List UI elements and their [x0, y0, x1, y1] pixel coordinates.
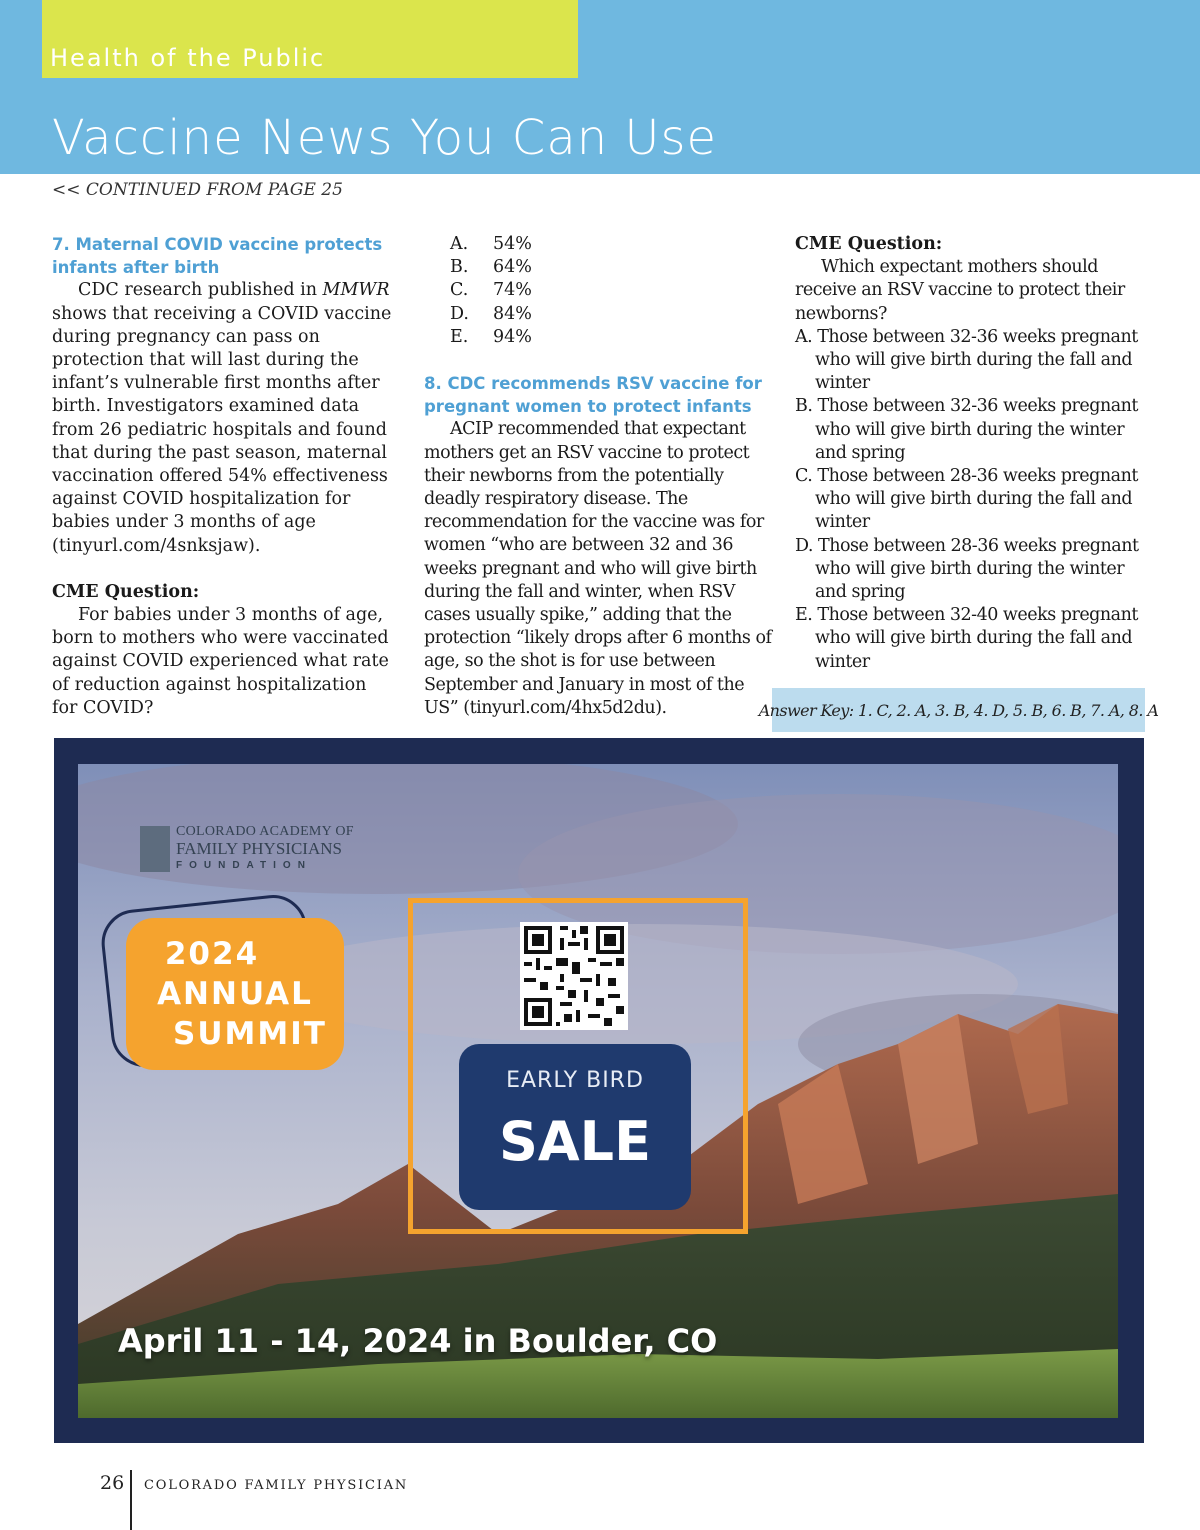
logo-line-2: FAMILY PHYSICIANS	[176, 839, 342, 858]
column-2	[424, 233, 779, 720]
rsv-option-b: B. Those between 32-36 weeks pregnant who will give birth during the winter and spring	[795, 396, 1138, 463]
answer-option	[450, 233, 779, 256]
badge-text	[126, 934, 344, 1054]
article-7-body	[52, 279, 397, 557]
answer-option	[450, 326, 779, 349]
badge-annual: ANNUAL	[157, 976, 313, 1012]
answer-option	[450, 303, 779, 326]
answer-text: 84%	[493, 303, 532, 324]
answer-text: 54%	[493, 234, 532, 254]
answer-letter: B.	[450, 257, 469, 278]
logo-line-1: COLORADO ACADEMY OF	[176, 824, 354, 839]
logo-line-3: FOUNDATION	[176, 860, 312, 871]
event-date: April 11 - 14, 2024 in Boulder, CO	[118, 1322, 718, 1360]
answer-key: Answer Key: 1. C, 2. A, 3. B, 4. D, 5. B, 6. B, 7. A, 8. A	[772, 688, 1145, 732]
answer-text: 94%	[493, 326, 532, 347]
article-8-body: ACIP recommended that expectant mothers get an RSV vaccine to protect their newborns from the potentially deadly respiratory disease. The recommendation for the vaccine was for women “who are between 32 and 36 weeks pregnant and who will give birth during the fall and winter, when RSV cases usually spike,” adding that the protection “likely drops after 6 months of age, so the shot is for use between September and January in most of the US” (tinyurl.com/4hx5d2du).	[424, 419, 772, 718]
answer-option	[450, 279, 779, 302]
answer-letter: D.	[450, 303, 469, 324]
article-7-heading: 7. Maternal COVID vaccine protects infants after birth	[52, 235, 383, 278]
badge-summit: SUMMIT	[173, 1016, 327, 1052]
article-7-body-post: shows that receiving a COVID vaccine during pregnancy can pass on protection that will last during the infant’s vulnerable first months after birth. Investigators examined data from 26 pediatric hospitals and found that during the past season, maternal vaccination offered 54% effectiveness against COVID hospitalization for babies under 3 months of age (tinyurl.com/4snksjaw).	[52, 303, 392, 556]
sale-label-big: SALE	[499, 1110, 651, 1173]
foundation-logo-icon	[140, 826, 170, 872]
qr-code-icon	[520, 922, 628, 1030]
footer-divider	[130, 1470, 132, 1530]
answer-list-7	[424, 233, 779, 349]
answer-letter: E.	[450, 326, 469, 347]
answer-text: 74%	[493, 280, 532, 301]
article-7-body-pre: CDC research published in	[78, 280, 323, 301]
cme-question-label-8: CME Question:	[795, 234, 943, 254]
rsv-option-a: A. Those between 32-36 weeks pregnant who will give birth during the fall and winter	[795, 326, 1138, 394]
publication-title: COLORADO FAMILY PHYSICIAN	[144, 1478, 409, 1493]
column-1	[52, 233, 397, 720]
answer-letter: C.	[450, 280, 469, 301]
rsv-option-c: C. Those between 28-36 weeks pregnant who will give birth during the fall and winter	[795, 466, 1138, 533]
summit-badge	[126, 918, 344, 1070]
rsv-option-e: E. Those between 32-40 weeks pregnant who will give birth during the fall and winter	[795, 605, 1138, 672]
page-number: 26	[100, 1472, 125, 1494]
answer-letter: A.	[450, 234, 469, 254]
section-label: Health of the Public	[50, 44, 326, 72]
answer-text: 64%	[493, 257, 532, 278]
article-8-heading: 8. CDC recommends RSV vaccine for pregnant women to protect infants	[424, 374, 762, 417]
badge-year: 2024	[164, 936, 260, 972]
cme-question-8: Which expectant mothers should receive an RSV vaccine to protect their newborns?	[795, 257, 1125, 324]
page-title: Vaccine News You Can Use	[52, 110, 718, 166]
sale-label-small: EARLY BIRD	[506, 1068, 644, 1093]
continued-note: << CONTINUED FROM PAGE 25	[52, 180, 343, 200]
cme-question-label-7: CME Question:	[52, 581, 200, 602]
early-bird-sale-button[interactable]	[459, 1044, 691, 1210]
column-3	[795, 233, 1147, 674]
answer-option	[450, 256, 779, 279]
journal-name: MMWR	[322, 280, 390, 301]
rsv-option-d: D. Those between 28-36 weeks pregnant who will give birth during the winter and spring	[795, 535, 1139, 603]
cme-question-7: For babies under 3 months of age, born to mothers who were vaccinated against COVID experienced what rate of reduction against hospitalization for COVID?	[52, 605, 389, 718]
qr-code[interactable]	[520, 922, 628, 1030]
summit-advertisement[interactable]	[54, 738, 1144, 1443]
